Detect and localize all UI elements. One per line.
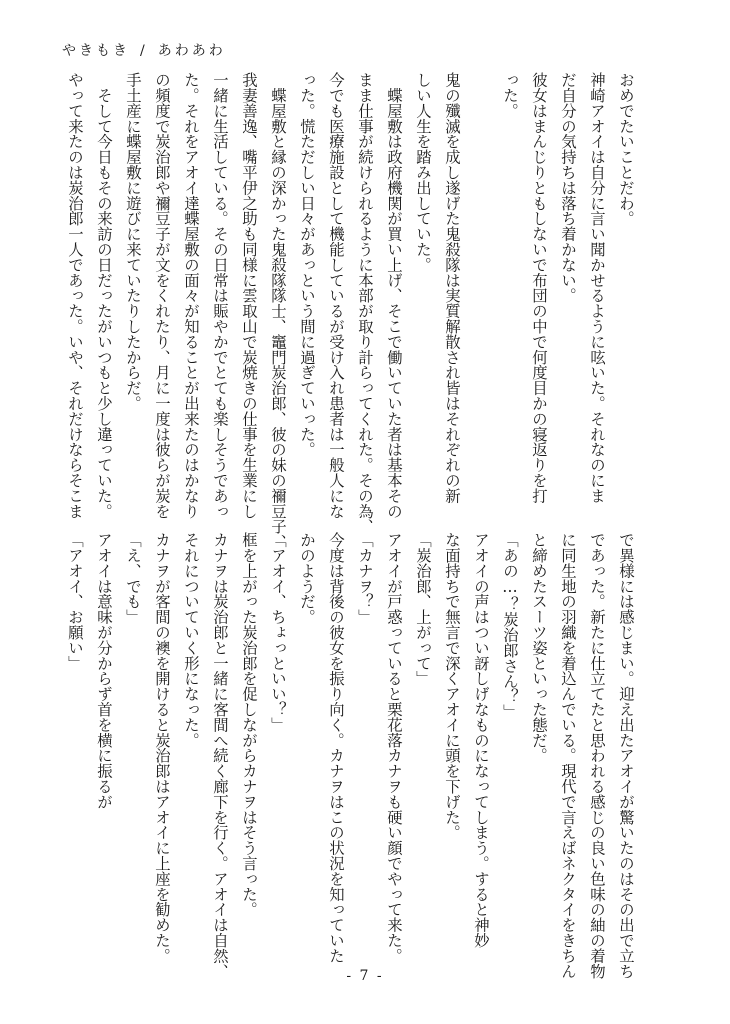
text-column: 彼女はまんじりともしないで布団の中で何度目かの寝返りを打 <box>530 72 548 504</box>
header-separator: / <box>140 43 148 59</box>
text-column: カナヲは炭治郎と一緒に客間へ続く廊下を行く。アオイは自然、 <box>211 532 229 979</box>
text-column: 今でも医療施設として機能しているが受け入れ患者は一般人にな <box>327 72 345 519</box>
text-column: った。 <box>501 72 519 119</box>
text-column: 「炭治郎、上がって」 <box>414 532 432 686</box>
text-column: 「カナヲ？」 <box>356 532 374 625</box>
text-column: だ自分の気持ちは落ち着かない。 <box>559 72 577 303</box>
header-author: あわあわ <box>157 43 226 59</box>
top-text-block <box>66 72 640 550</box>
text-column: それについていく形になった。 <box>182 532 200 748</box>
running-header <box>62 40 226 60</box>
text-column: であった。新たに仕立てたと思われる感じの良い色味の紬の着物 <box>588 532 606 979</box>
text-column: と締めたスーツ姿といった態だ。 <box>530 532 548 763</box>
text-column: そして今日もその来訪の日だったがいつもと少し違っていた。 <box>95 72 113 519</box>
text-column: 「アオイ、ちょっといい？」 <box>269 532 287 733</box>
text-column: 鬼の殲滅を成し遂げた鬼殺隊は実質解散され皆はそれぞれの新 <box>443 72 461 504</box>
text-column: 蝶屋敷と縁の深かった鬼殺隊隊士、竈門炭治郎、彼の妹の禰豆子、 <box>269 72 287 550</box>
text-column: 蝶屋敷は政府機関が買い上げ、そこで働いていた者は基本その <box>385 72 403 519</box>
text-column: アオイが戸惑っていると栗花落カナヲも硬い顔でやって来た。 <box>385 532 403 964</box>
text-column: 我妻善逸、嘴平伊之助も同様に雲取山で炭焼きの仕事を生業にし <box>240 72 258 519</box>
text-column: な面持ちで無言で深くアオイに頭を下げた。 <box>443 532 461 840</box>
text-column: カナヲが客間の襖を開けると炭治郎はアオイに上座を勧めた。 <box>153 532 171 964</box>
text-column: った。慌ただしい日々があっという間に過ぎていった。 <box>298 72 316 457</box>
text-column: で異様には感じまい。迎え出たアオイが驚いたのはその出で立ち <box>617 532 635 979</box>
text-column: に同生地の羽織を着込んでいる。現代で言えばネクタイをきちん <box>559 532 577 979</box>
blank-column <box>466 72 495 504</box>
text-column: 一緒に生活している。その日常は賑やかでとても楽しそうであっ <box>211 72 229 519</box>
text-column: 手土産に蝶屋敷に遊びに来ていたりしたからだ。 <box>124 72 142 411</box>
page-number: - 7 - <box>346 968 384 984</box>
text-column: 神崎アオイは自分に言い聞かせるように呟いた。それなのにま <box>588 72 606 504</box>
text-column: まま仕事が続けられるように本部が取り計らってくれた。その為、 <box>356 72 374 534</box>
text-column: 「え、でも」 <box>124 532 142 625</box>
text-column: かのようだ。 <box>298 532 316 625</box>
text-column: アオイは意味が分からず首を横に振るが <box>95 532 113 810</box>
text-column: た。それをアオイ達蝶屋敷の面々が知ることが出来たのはかなり <box>182 72 200 519</box>
text-column: 今度は背後の彼女を振り向く。カナヲはこの状況を知っていた <box>327 532 345 964</box>
text-column: やって来たのは炭治郎一人であった。いや、それだけならそこま <box>66 72 84 519</box>
text-column: の頻度で炭治郎や禰豆子が文をくれたり、月に一度は彼らが炭を <box>153 72 171 519</box>
text-column: 「アオイ、お願い」 <box>66 532 84 671</box>
text-column: 「あの…？炭治郎さん？」 <box>501 532 519 720</box>
text-column: しい人生を踏み出していた。 <box>414 72 432 273</box>
text-column: おめでたいことだわ。 <box>617 72 635 226</box>
text-column: 框を上がった炭治郎を促しながらカナヲはそう言った。 <box>240 532 258 917</box>
bottom-text-block <box>66 532 640 979</box>
text-column: アオイの声はつい訝しげなものになってしまう。すると神妙 <box>472 532 490 948</box>
header-title: やきもき <box>62 43 130 59</box>
